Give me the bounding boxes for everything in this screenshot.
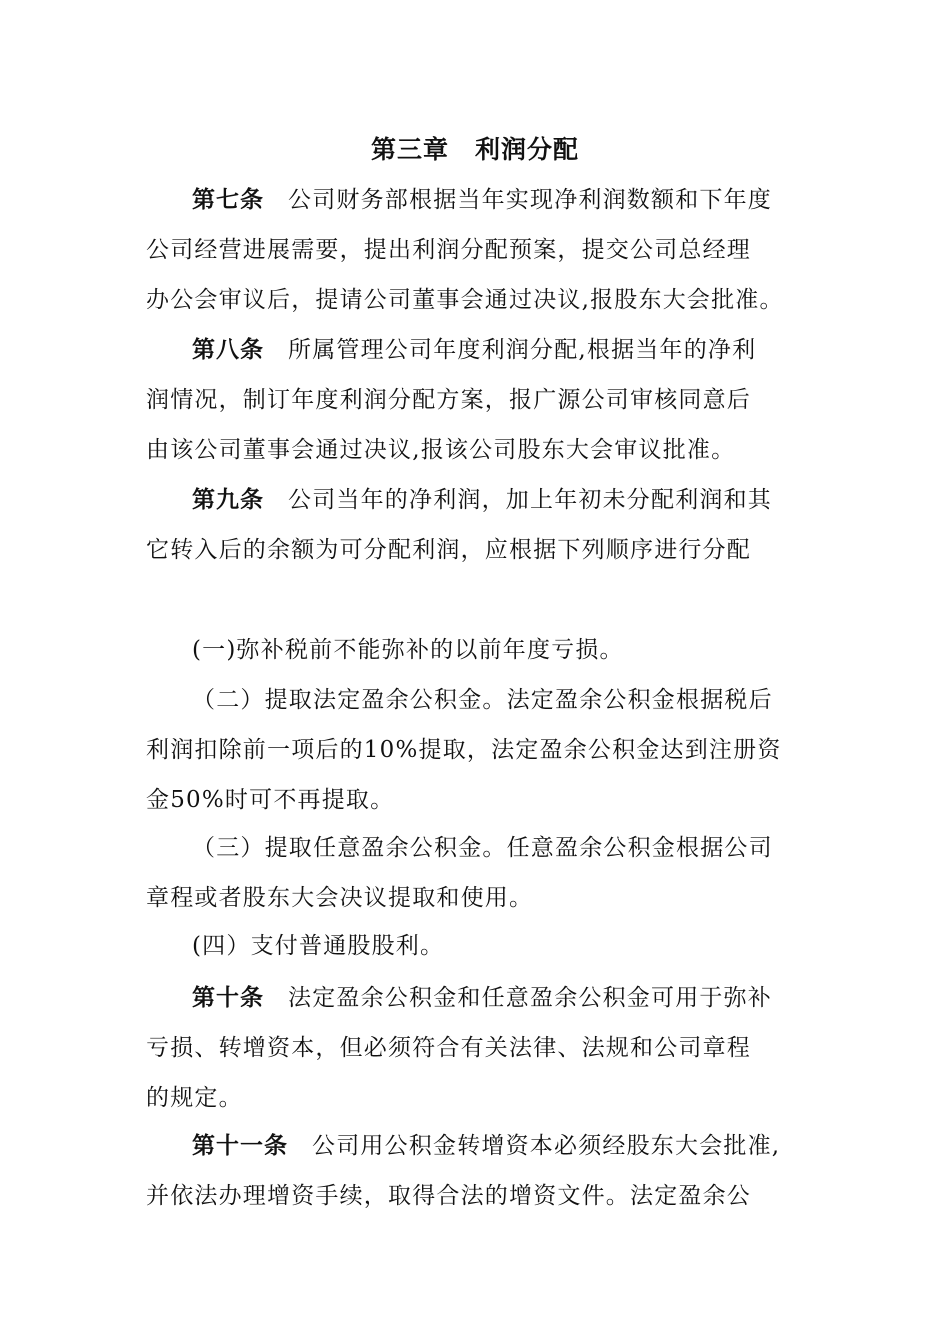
article-9-label: 第九条 (192, 487, 264, 513)
article-11-text-1: 公司用公积金转增资本必须经股东大会批准, (312, 1133, 781, 1159)
article-8-line-2: 润情况，制订年度利润分配方案，报广源公司审核同意后 (146, 387, 751, 413)
article-7-text-1: 公司财务部根据当年实现净利润数额和下年度 (288, 187, 772, 213)
article-7-line-2: 公司经营进展需要，提出利润分配预案，提交公司总经理 (146, 237, 751, 263)
chapter-label: 第三章 (370, 135, 449, 164)
item-3-line-1: （三）提取任意盈余公积金。任意盈余公积金根据公司 (192, 835, 773, 861)
chapter-name: 利润分配 (475, 135, 580, 164)
article-9-text-1: 公司当年的净利润，加上年初未分配利润和其 (288, 487, 772, 513)
article-10-line-3: 的规定。 (146, 1085, 243, 1111)
item-4: (四）支付普通股股利。 (192, 933, 445, 959)
item-1: (一)弥补税前不能弥补的以前年度亏损。 (192, 637, 624, 663)
article-8-text-1: 所属管理公司年度利润分配,根据当年的净利 (288, 337, 757, 363)
article-10-line-2: 亏损、转增资本，但必须符合有关法律、法规和公司章程 (146, 1035, 751, 1061)
article-11-label: 第十一条 (192, 1133, 288, 1159)
article-9-line-2: 它转入后的余额为可分配利润，应根据下列顺序进行分配 (146, 537, 751, 563)
item-2-line-1: （二）提取法定盈余公积金。法定盈余公积金根据税后 (192, 687, 773, 713)
article-7-line-3: 办公会审议后，提请公司董事会通过决议,报股东大会批准。 (146, 287, 784, 313)
article-10-line-1 (192, 980, 852, 1016)
chapter-title (0, 130, 950, 170)
item-3-line-2: 章程或者股东大会决议提取和使用。 (146, 885, 534, 911)
article-11-line-1 (192, 1128, 852, 1164)
article-10-text-1: 法定盈余公积金和任意盈余公积金可用于弥补 (288, 985, 772, 1011)
article-7-line-1 (192, 182, 852, 218)
article-10-label: 第十条 (192, 985, 264, 1011)
item-2-line-2: 利润扣除前一项后的10%提取，法定盈余公积金达到注册资 (146, 737, 782, 763)
article-9-line-1 (192, 482, 852, 518)
article-7-label: 第七条 (192, 187, 264, 213)
item-2-line-3: 金50%时可不再提取。 (146, 787, 395, 813)
article-8-line-1 (192, 332, 852, 368)
article-11-line-2: 并依法办理增资手续，取得合法的增资文件。法定盈余公 (146, 1183, 751, 1209)
article-8-label: 第八条 (192, 337, 264, 363)
article-8-line-3: 由该公司董事会通过决议,报该公司股东大会审议批准。 (146, 437, 736, 463)
